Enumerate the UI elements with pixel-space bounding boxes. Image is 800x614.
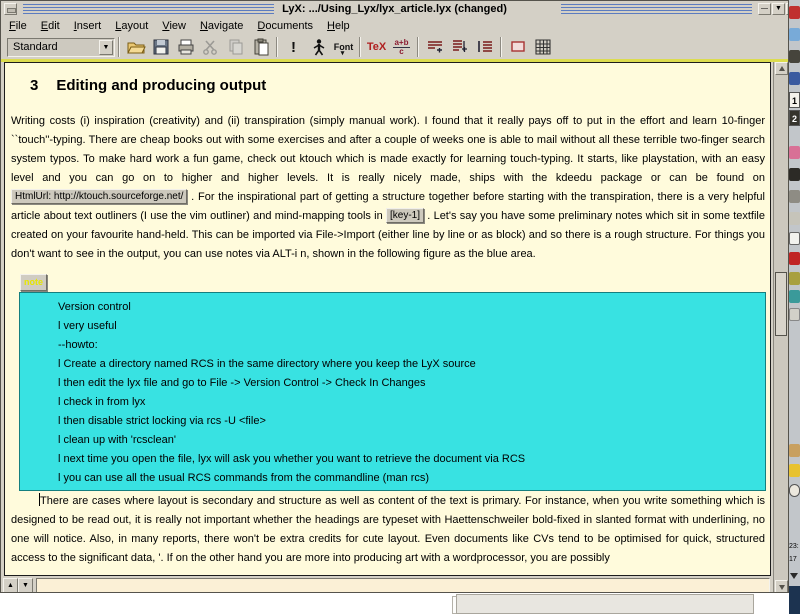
menu-edit[interactable]: Edit [40,20,60,32]
scroll-up-button[interactable] [775,62,788,75]
minibuffer-up-button[interactable]: ▲ [3,578,18,593]
math-mode-button[interactable] [389,36,414,58]
insert-figure-button[interactable] [505,36,530,58]
minibuffer-input[interactable] [36,578,770,593]
toolbar-separator [417,37,419,57]
dock-icon[interactable] [789,290,800,303]
table-grid-icon [533,37,553,57]
dock-icon[interactable] [789,272,800,285]
note-line: l check in from lyx [58,396,146,408]
footnote-icon [425,37,445,57]
emphasis-button[interactable] [281,36,306,58]
window-title: LyX: .../Using_Lyx/lyx_article.lyx (changed) [1,1,788,17]
pager-desktop-2[interactable]: 2 [789,110,800,126]
minibuffer-down-button[interactable]: ▼ [18,578,33,593]
desktop-dock [789,0,800,614]
figure-icon [508,37,528,57]
scrollbar-thumb[interactable] [775,272,787,336]
note-inset[interactable] [19,292,766,491]
note-line: l Create a directory named RCS in the same directory where you keep the LyX source [58,358,476,370]
dock-icon[interactable] [789,212,800,225]
paragraph-1[interactable] [11,112,765,264]
note-line: l clean up with 'rcsclean' [58,434,176,446]
paragraph-2-text: There are cases where layout is secondary and structure as well as content of the text is primary. For instance, when you write something which is designed to be read out, it is really not important whether the headings are typeset with Haettenschweiler bold-fixed in slanted format with underlining, no one will notice. Also, in many reports, there won't be extra credits for cute layout. Even documents like CVs tend to be optimised for quick, structured access to the significant data, '. If on the other hand you are more into producing art with a wordprocessor, you are possibly [11,495,765,564]
dock-clock-icon[interactable] [789,484,800,497]
save-button[interactable] [148,36,173,58]
note-line: --howto: [58,339,98,351]
dock-icon[interactable] [789,28,800,41]
dock-folder-icon[interactable] [789,464,800,477]
exclamation-icon: ! [291,38,296,56]
paste-button[interactable] [248,36,273,58]
dock-icon[interactable] [789,72,800,85]
background-window-fragment [456,594,754,614]
note-line: l next time you open the file, lyx will ask you whether you want to retrieve the document via RCS [58,453,526,465]
toolbar-separator [359,37,361,57]
menu-layout[interactable]: Layout [115,20,149,32]
note-line: l then disable strict locking via rcs -U <file> [58,415,266,427]
tex-mode-button[interactable] [364,36,389,58]
cut-button[interactable] [198,36,223,58]
citation-key-inset[interactable]: [key-1] [386,208,424,223]
note-collapse-button[interactable]: note [20,274,47,291]
person-icon [309,37,329,57]
insert-table-button[interactable] [530,36,555,58]
menu-view[interactable]: View [162,20,186,32]
floppy-disk-icon [151,37,171,57]
document-canvas[interactable] [4,62,771,576]
font-dialog-button[interactable] [331,36,356,58]
dock-icon[interactable] [789,252,800,265]
vertical-scrollbar[interactable] [773,62,788,593]
menubar [1,17,789,35]
dock-arrow-icon[interactable] [790,573,798,579]
hyperlink-inset[interactable]: HtmlUrl: http://ktouch.sourceforge.net/ [11,189,187,204]
minimize-button[interactable]: — [758,3,771,15]
dock-folder-icon[interactable] [789,444,800,457]
printer-icon [176,37,196,57]
shade-button[interactable]: ▼ [772,3,785,15]
copy-icon [226,37,246,57]
menu-help[interactable]: Help [327,20,350,32]
dock-clock-time: 23: [789,543,799,550]
chevron-down-icon[interactable]: ▼ [99,40,113,55]
dock-icon[interactable] [789,146,800,159]
scroll-down-button[interactable] [775,580,788,593]
paragraph-style-value: Standard [13,41,58,53]
note-line: l then edit the lyx file and go to File -> Version Control -> Check In Changes [58,377,426,389]
titlebar-stripes [23,4,388,14]
folder-open-icon [126,37,146,57]
dock-icon[interactable] [789,50,800,63]
noun-style-button[interactable] [306,36,331,58]
toolbar [1,35,789,59]
marginnote-icon [450,37,470,57]
dock-icon[interactable] [789,168,800,181]
footnote-button[interactable] [422,36,447,58]
toolbar-separator [500,37,502,57]
menu-insert[interactable]: Insert [73,20,102,32]
section-title: Editing and producing output [56,77,267,94]
minibuffer-bar [3,577,773,593]
note-line: l very useful [58,320,117,332]
print-button[interactable] [173,36,198,58]
paragraph-1-text: . For the inspirational part of getting a structure together before starting with the transpiration, there is a very helpful article about text outliners (I use the vim outliner) and mind-mapping tools in [11,191,765,222]
paragraph-2[interactable] [11,492,765,568]
dock-icon[interactable] [789,308,800,321]
section-number: 3 [30,77,39,94]
open-file-button[interactable] [123,36,148,58]
menu-file[interactable]: File [9,20,27,32]
dock-clock-date: 17 [789,556,797,563]
scissors-icon [201,37,221,57]
section-heading[interactable] [30,77,266,94]
depth-button[interactable] [472,36,497,58]
paragraph-style-select[interactable] [7,38,115,57]
dock-icon[interactable] [789,6,800,19]
indent-icon [475,37,495,57]
note-line: l you can use all the usual RCS commands from the commandline (man rcs) [58,472,430,484]
titlebar[interactable] [1,1,788,17]
titlebar-stripes [561,4,752,14]
pager-desktop-1[interactable]: 1 [789,92,800,108]
copy-button[interactable] [223,36,248,58]
dock-icon[interactable] [789,232,800,245]
paragraph-1-text: . Let's say you have some preliminary notes which sit in some textfile created on your favourite hand-held. This can be imported via File->Import (either line by line or as block) and so there is a rough structure. For things you don't want to see in the output, you can use notes via ALT-i n, shown in the following figure as the blue area. [11,210,765,260]
marginnote-button[interactable] [447,36,472,58]
menu-documents[interactable]: Documents [257,20,314,32]
note-line: Version control [58,301,131,313]
toolbar-separator [118,37,120,57]
dock-icon[interactable] [789,190,800,203]
tex-icon: TeX [366,41,387,53]
math-fraction-icon: $\frac{a+b}{c}$ [394,37,409,56]
window-menu-button[interactable] [4,3,17,15]
paragraph-1-text: Writing costs (i) inspiration (creativity) and (ii) transpiration (simply manual work). I found that it really pays off to put in the effort and learn 10-finger ``touch''-typing. There are cheap books out with some exercises and after a couple of weeks one is able to mail without all these terrible two-finger search system typos. To make hard work a fun game, check out ktouch which is made exactly for learning touch-typing. It starts, like playstation, with an easy level and you can go on to higher and higher levels. It is really nicely made, ships with the kdeedu package or can be found on [11,115,765,184]
dock-bottom-window-fragment [789,586,800,614]
font-icon: Font ▾ [334,42,354,52]
toolbar-separator [276,37,278,57]
clipboard-icon [251,37,271,57]
menu-navigate[interactable]: Navigate [199,20,244,32]
